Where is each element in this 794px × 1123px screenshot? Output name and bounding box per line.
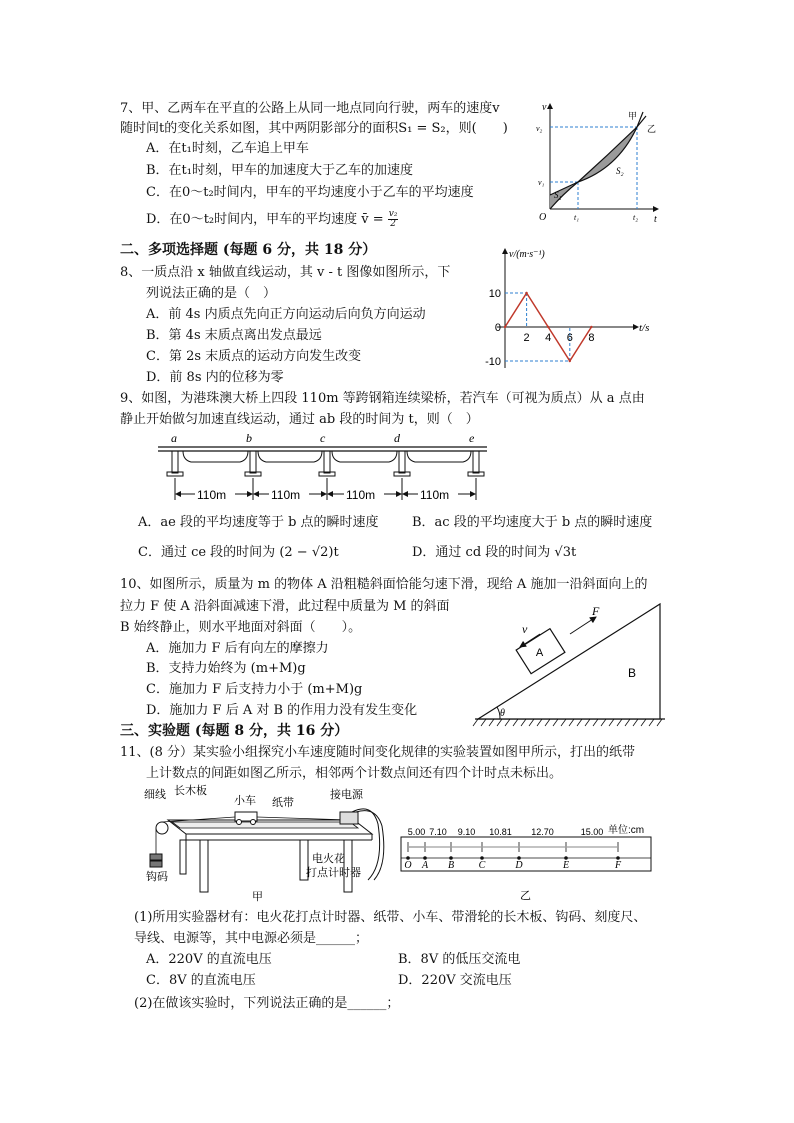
q9-stem-line2: 静止开始做匀加速直线运动，通过 ab 段的时间为 t，则（ ） [120,412,479,427]
q11-sub1-line1: (1)所用实验器材有：电火花打点计时器、纸带、小车、带滑轮的长木板、钩码、刻度尺、 [134,910,647,925]
q11-tape-point-label: C [478,860,486,871]
q9-arch-1 [183,451,248,462]
q9-span-de: 110m [420,488,450,502]
q8-x-tick-label: 8 [588,332,595,344]
q11-spark-timer [340,812,358,824]
q10-force-f-arrow [570,617,596,634]
q7-label-t: t [654,214,657,225]
q7-label-s1: S₁ [554,190,562,200]
q8-y-tick-label: -10 [485,356,501,368]
q11-sub1-option-a: A．220V 的直流电压 [146,952,272,967]
q7-line-jia [550,116,646,209]
q11-stem-line2: 上计数点的间距如图乙所示，相邻两个计数点间还有四个计时点未标出。 [146,766,563,781]
q11-tape-distance-label: 12.70 [531,827,554,837]
q11-label-gouma: 钩码 [146,871,168,883]
q9-arch-4 [407,451,471,462]
q8-vt-chart [475,243,675,373]
q10-stem-line1: 10、如图所示，质量为 m 的物体 A 沿粗糙斜面恰能匀速下滑，现给 A 施加一沿斜面向上的 [120,577,648,592]
q8-x-tick-label: 2 [523,332,530,344]
q11-tape-point-label: F [614,860,622,871]
q7-label-v2: v₂ [536,124,543,133]
q11-tape-strip [401,837,651,871]
q10-stem-line2: 拉力 F 使 A 沿斜面减速下滑，此过程中质量为 M 的斜面 [120,599,450,614]
q7-label-t1: t₁ [574,213,580,222]
q8-ylabel: v/(m·s⁻¹) [509,249,545,260]
q11-tape-unit: 单位:cm [608,825,645,836]
q7-option-d-text: D．在0～t₂时间内，甲车的平均速度 v̄ = [146,212,384,227]
q11-tape-point-label: E [562,860,570,871]
q11-label-zhidai: 纸带 [272,797,294,809]
q11-table-leg-3 [344,840,352,892]
q9-span-bc: 110m [271,488,301,502]
q11-caption-yi: 乙 [520,890,531,902]
q11-label-jiedianyuan: 接电源 [330,789,363,801]
q11-cart-wheel-2 [251,820,256,825]
q11-label-timer-1: 电火花 [312,853,345,865]
q11-tape-point-label: D [515,860,523,871]
q7-fraction-denominator: 2 [390,219,396,229]
q9-stem-line1: 9、如图，为港珠澳大桥上四段 110m 等跨钢箱连续梁桥，若汽车（可视为质点）从 a 点由 [120,391,645,406]
q9-span-cd: 110m [346,488,376,502]
q11-stem-line1: 11、(8 分）某实验小组探究小车速度随时间变化规律的实验装置如图甲所示，打出的纸带 [120,745,636,760]
q11-tape-point-label: B [447,860,455,871]
q10-ground-hatching [473,719,662,726]
q10-stem-line3: B 始终静止，则水平地面对斜面（ ）。 [120,620,362,635]
q11-label-xixian: 细线 [144,789,166,801]
q8-xlabel: t/s [639,322,650,334]
q11-tape-point-label: O [404,860,412,871]
q8-data-point [547,326,549,328]
q11-tape-distance-label: 10.81 [489,827,512,837]
q11-label-changmuban: 长木板 [174,785,207,797]
q9-option-c: C．通过 ce 段的时间为 (2 − √2)t [138,545,339,560]
q8-option-b: B．第 4s 末质点离出发点最远 [146,328,322,343]
q11-weight-1 [150,854,162,860]
q11-label-xiaoche: 小车 [234,795,256,807]
q8-data-point [569,360,571,362]
q7-label-origin: O [539,212,547,223]
q11-long-board [172,822,358,828]
q9-pier-a [167,451,183,476]
q11-sub1-option-d: D．220V 交流电压 [398,973,512,988]
q11-tape-distance-label: 7.10 [429,827,447,837]
q7-label-s2: S₂ [616,166,624,176]
q8-x-tick-label: 6 [566,332,573,344]
q10-label-b: B [628,666,637,680]
q11-tape-distance-label: 5.00 [407,827,426,837]
q8-y-tick-label: 10 [488,288,501,300]
q11-tape-distance-label: 9.10 [457,827,476,837]
q10-label-f: F [592,604,600,618]
q11-pulley [156,822,168,834]
q9-option-a: A．ae 段的平均速度等于 b 点的瞬时速度 [138,515,379,530]
q11-tape-distance-label: 15.00 [580,827,604,837]
q9-arch-3 [332,451,397,462]
q11-apparatus-figure [140,784,390,904]
q7-line-yi [550,112,643,195]
q10-incline-b [478,604,660,719]
q7-label-t2: t₂ [633,213,639,222]
q9-span-ab: 110m [197,488,227,502]
q8-data-point [590,326,592,328]
q8-data-point [504,326,506,328]
q11-caption-jia: 甲 [252,891,263,903]
q9-arch-2 [258,451,322,462]
q7-label-yi: 乙 [647,124,657,134]
q11-weight-2 [150,861,162,867]
q7-stem-line1: 7、甲、乙两车在平直的公路上从同一地点同向行驶，两车的速度v [120,101,500,116]
section-3-title: 三、实验题 (每题 8 分，共 16 分） [120,723,349,739]
q10-option-a: A．施加力 F 后有向左的摩擦力 [146,641,329,656]
q7-label-v1: v₁ [538,178,545,187]
q11-sub1-line2: 导线、电源等，其中电源必须是______； [134,931,369,946]
q7-option-b: B．在t₁时刻，甲车的加速度大于乙车的加速度 [146,163,413,178]
q9-option-d: D．通过 cd 段的时间为 √3t [412,545,577,560]
q9-point-c: c [320,431,326,445]
q8-option-a: A．前 4s 内质点先向正方向运动后向负方向运动 [146,307,426,322]
q9-point-a: a [171,431,177,445]
q7-option-a: A．在t₁时刻，乙车追上甲车 [146,141,309,156]
q11-table-leg-1 [200,840,208,892]
q11-sub2-line1: (2)在做该实验时，下列说法正确的是______； [134,996,400,1011]
q11-tape-figure [398,818,682,903]
q8-stem-line2: 列说法正确的是（ ） [146,286,277,301]
q10-label-theta: θ [500,708,505,719]
q9-point-e: e [469,431,475,445]
q10-incline-figure [470,600,670,730]
q7-option-d [146,210,398,229]
q8-x-tick-label: 4 [545,332,552,344]
q9-point-d: d [394,431,400,445]
q11-table-leg-4 [180,840,186,874]
q8-y-tick-label: 0 [494,322,501,334]
q7-label-jia: 甲 [628,111,638,121]
q9-point-b: b [246,431,252,445]
q11-label-timer-2: 打点计时器 [306,867,361,879]
q7-fraction-numerator: v₂ [388,209,398,219]
q10-option-d: D．施加力 F 后 A 对 B 的作用力没有发生变化 [146,703,418,718]
q8-option-d: D．前 8s 内的位移为零 [146,370,284,385]
q7-option-d-fraction [388,210,399,229]
q10-label-v: v [522,622,528,636]
q10-option-b: B．支持力始终为 (m+M)g [146,661,306,676]
q8-stem-line1: 8、一质点沿 x 轴做直线运动，其 v - t 图像如图所示，下 [120,265,451,280]
q7-option-c: C．在0～t₂时间内，甲车的平均速度小于乙车的平均速度 [146,185,474,200]
q11-sub1-option-c: C．8V 的直流电压 [146,973,256,988]
q8-option-c: C．第 2s 末质点的运动方向发生改变 [146,349,362,364]
q7-vt-graph [533,98,663,228]
q7-stem-line2: 随时间t的变化关系如图，其中两阴影部分的面积S₁ = S₂，则( ) [120,121,508,136]
q9-option-b: B．ac 段的平均速度大于 b 点的瞬时速度 [412,515,653,530]
q9-bridge-figure [155,430,490,505]
q10-option-c: C．施加力 F 后支持力小于 (m+M)g [146,682,363,697]
q7-label-v: v [542,102,547,113]
q8-data-point [525,292,527,294]
q10-label-a: A [535,647,544,660]
q11-cart-wheel-1 [237,820,242,825]
q11-tape-point-label: A [421,860,429,871]
section-2-title: 二、多项选择题 (每题 6 分，共 18 分） [120,242,377,258]
q11-sub1-option-b: B．8V 的低压交流电 [398,952,521,967]
